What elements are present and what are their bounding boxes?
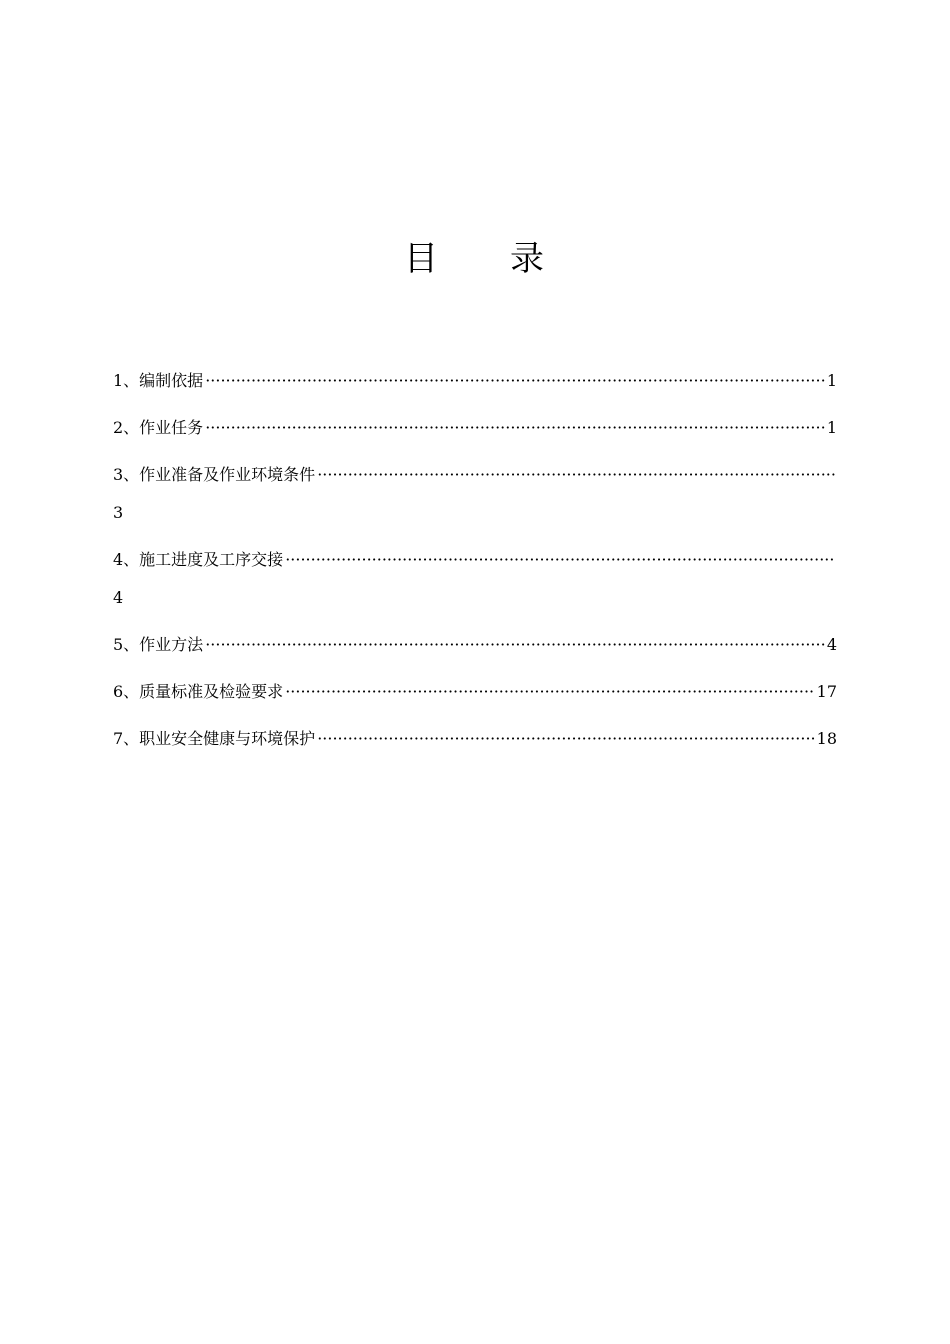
- page-title: [0, 236, 950, 282]
- toc-entry-6[interactable]: [113, 673, 837, 711]
- toc-dot-leader: [205, 626, 825, 664]
- toc-dot-leader: [205, 409, 825, 447]
- toc-entry-page: 3: [113, 503, 124, 522]
- toc-entry-text: 4、施工进度及工序交接: [113, 550, 284, 569]
- toc-entry-4[interactable]: [113, 541, 837, 617]
- toc-dot-leader: [205, 362, 825, 400]
- toc-entry-2[interactable]: [113, 409, 837, 447]
- toc-entry-text: 2、作业任务: [113, 418, 204, 437]
- toc-entry-page: 1: [826, 371, 837, 390]
- toc-entry-text: 3、作业准备及作业环境条件: [113, 465, 316, 484]
- toc-entry-page: 17: [816, 682, 837, 701]
- toc-entry-text: 6、质量标准及检验要求: [113, 682, 284, 701]
- toc-entry-text: 5、作业方法: [113, 635, 204, 654]
- toc-entry-page: 1: [826, 418, 837, 437]
- toc-entry-7[interactable]: [113, 720, 837, 758]
- toc-entry-text: 1、编制依据: [113, 371, 204, 390]
- toc-entry-page: 18: [816, 729, 837, 748]
- toc-entry-text: 7、职业安全健康与环境保护: [113, 729, 316, 748]
- toc-entry-page: 4: [113, 588, 124, 607]
- title-char-2: 录: [510, 239, 546, 279]
- toc-dot-leader: [285, 673, 814, 711]
- title-char-1: 目: [404, 239, 440, 279]
- toc-entry-page: 4: [826, 635, 837, 654]
- table-of-contents: [113, 362, 837, 767]
- toc-entry-3[interactable]: [113, 456, 837, 532]
- toc-dot-leader: [317, 720, 814, 758]
- toc-entry-1[interactable]: [113, 362, 837, 400]
- toc-entry-5[interactable]: [113, 626, 837, 664]
- toc-dot-leader: [285, 541, 835, 579]
- toc-dot-leader: [317, 456, 835, 494]
